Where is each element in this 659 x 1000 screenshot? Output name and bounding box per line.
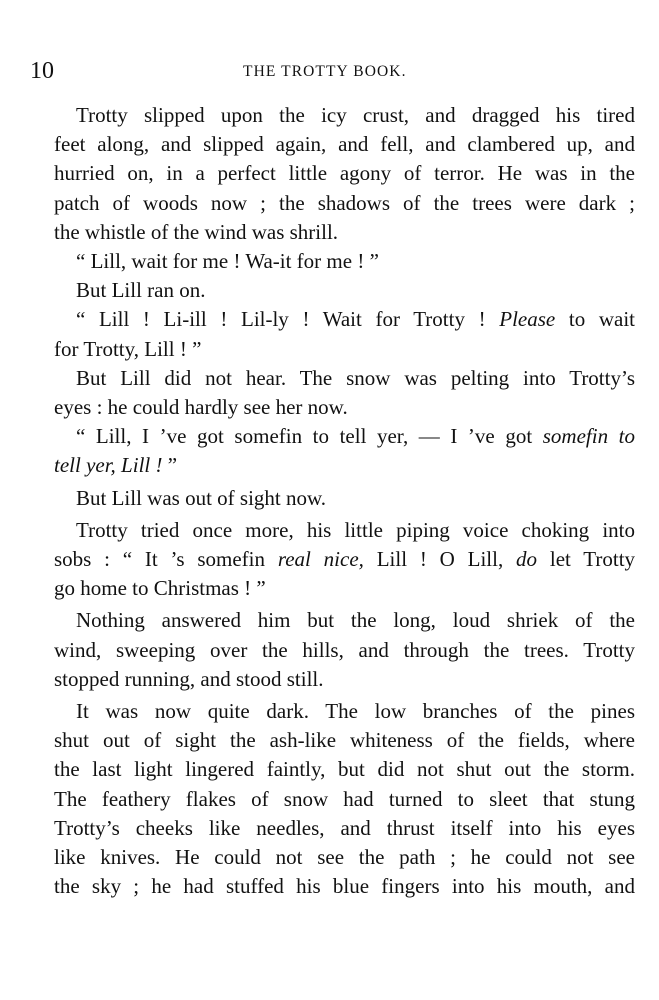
paragraph bbox=[32, 422, 635, 480]
text-segment: “ Lill ! Li-ill ! Lil-ly ! Wait for Trotty ! bbox=[76, 307, 486, 332]
text-line bbox=[32, 545, 635, 574]
italic-text: real nice, bbox=[277, 547, 364, 572]
paragraph bbox=[32, 364, 635, 422]
text-line: Trotty tried once more, his little piping voice choking into bbox=[76, 517, 635, 542]
text-line: Trotty’s cheeks like needles, and thrust itself into his eyes bbox=[54, 815, 635, 840]
text-line: But Lill was out of sight now. bbox=[76, 485, 327, 510]
paragraph bbox=[32, 697, 635, 901]
text-line bbox=[32, 422, 635, 451]
paragraph bbox=[32, 247, 635, 276]
text-segment: Lill ! O Lill, bbox=[376, 547, 504, 572]
body-text bbox=[32, 101, 635, 901]
text-line: The feathery flakes of snow had turned to sleet that stung bbox=[54, 786, 635, 811]
text-segment: to wait bbox=[568, 307, 636, 332]
text-line: the whistle of the wind was shrill. bbox=[54, 219, 339, 244]
text-line: wind, sweeping over the hills, and through the trees. Trotty bbox=[54, 637, 635, 662]
italic-text: do bbox=[516, 547, 538, 572]
italic-text: somefin to bbox=[542, 424, 635, 449]
paragraph bbox=[32, 101, 635, 247]
paragraph bbox=[32, 276, 635, 305]
text-line: go home to Christmas ! ” bbox=[54, 576, 266, 601]
text-line: hurried on, in a perfect little agony of terror. He was in the bbox=[54, 161, 635, 186]
text-line: feet along, and slipped again, and fell, and clambered up, and bbox=[54, 132, 635, 157]
text-segment: sobs : “ It ’s somefin bbox=[54, 547, 266, 572]
text-line bbox=[32, 451, 635, 480]
running-title: THE TROTTY BOOK. bbox=[243, 63, 407, 80]
text-segment: ” bbox=[162, 453, 178, 478]
text-line: Nothing answered him but the long, loud shriek of the bbox=[76, 608, 635, 633]
text-line: eyes : he could hardly see her now. bbox=[54, 395, 348, 420]
text-line: patch of woods now ; the shadows of the trees were dark ; bbox=[54, 190, 635, 215]
text-line: Trotty slipped upon the icy crust, and dragged his tired bbox=[76, 103, 635, 127]
text-line: the last light lingered faintly, but did not shut out the storm. bbox=[54, 757, 635, 782]
paragraph bbox=[32, 484, 635, 513]
italic-text: tell yer, Lill ! bbox=[54, 453, 163, 478]
page-header bbox=[30, 58, 629, 84]
text-line: for Trotty, Lill ! ” bbox=[54, 336, 202, 361]
text-line: stopped running, and stood still. bbox=[54, 666, 324, 691]
text-line: the sky ; he had stuffed his blue fingers into his mouth, and bbox=[54, 874, 635, 899]
text-line: shut out of sight the ash-like whiteness of the fields, where bbox=[54, 728, 635, 753]
text-line: “ Lill, wait for me ! Wa-it for me ! ” bbox=[76, 249, 379, 274]
text-line: But Lill ran on. bbox=[76, 278, 206, 303]
text-line: It was now quite dark. The low branches of the pines bbox=[76, 699, 635, 724]
page-number: 10 bbox=[30, 58, 54, 84]
text-segment: let Trotty bbox=[549, 547, 636, 572]
italic-text: Please bbox=[499, 307, 556, 332]
paragraph bbox=[32, 606, 635, 694]
text-line: like knives. He could not see the path ; he could not see bbox=[54, 845, 635, 870]
paragraph bbox=[32, 305, 635, 363]
text-line bbox=[32, 305, 635, 334]
paragraph bbox=[32, 516, 635, 604]
text-segment: “ Lill, I ’ve got somefin to tell yer, — I ’ve got bbox=[76, 424, 533, 449]
text-line: But Lill did not hear. The snow was pelting into Trotty’s bbox=[76, 365, 635, 390]
